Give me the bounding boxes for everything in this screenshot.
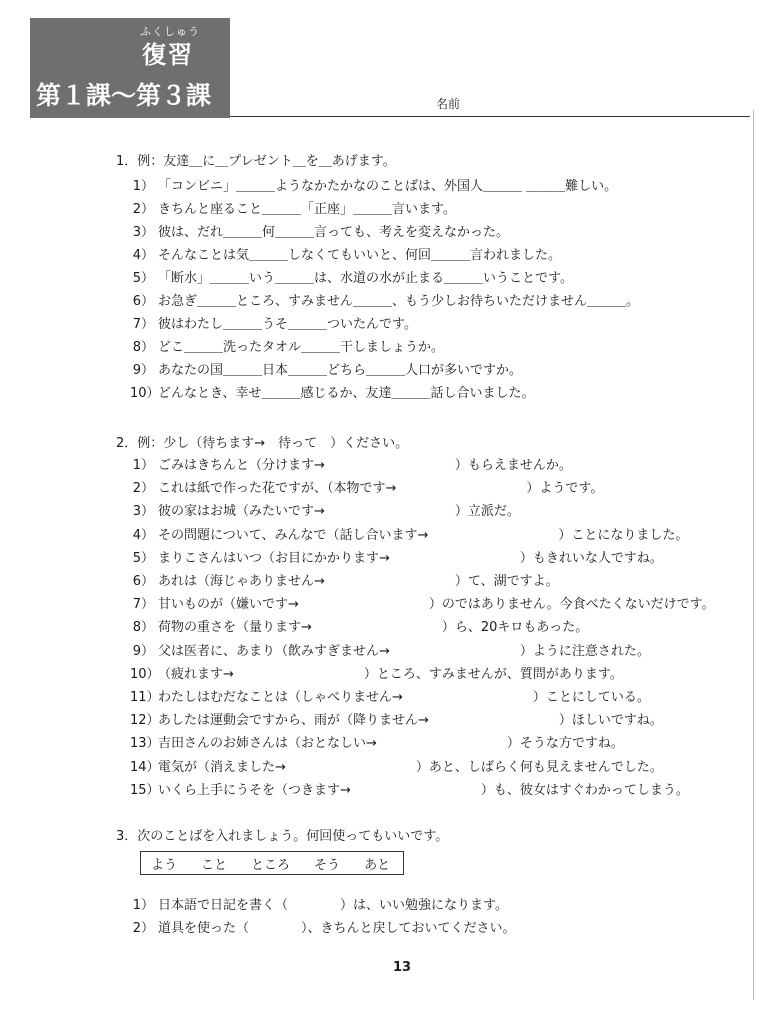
section1-title: 1．例：友達＿に＿プレゼント＿を＿あげます。	[116, 154, 396, 169]
item-text: お急ぎ＿＿＿ところ、すみません＿＿＿、もう少しお待ちいただけません＿＿＿。	[158, 294, 640, 309]
exercise-item	[130, 570, 559, 589]
exercise-item	[130, 198, 456, 217]
exercise-item	[130, 290, 639, 309]
item-text: あなたの国＿＿＿日本＿＿＿どちら＿＿＿人口が多いですか。	[158, 363, 523, 378]
exercise-item	[130, 221, 509, 240]
item-number: 1）	[132, 458, 154, 473]
item-number: 9）	[132, 643, 154, 659]
item-text: わたしはむだなことは（しゃべりません→ ）ことにしている。	[158, 690, 650, 705]
item-number: 10）	[130, 386, 160, 401]
exercise-item	[130, 244, 561, 263]
item-number: 1）	[132, 898, 154, 913]
item-number: 10）	[130, 666, 160, 682]
item-text: 甘いものが（嫌いです→ ）のではありません。今食べたくないだけです。	[158, 597, 715, 613]
exercise-item	[130, 500, 520, 519]
exercise-item	[130, 593, 715, 612]
section2-title: 2．例：少し（待ちます→ 待って ）ください。	[116, 436, 409, 451]
item-text: あしたは運動会ですから、雨が（降りません→ ）ほしいですね。	[158, 713, 663, 729]
item-number: 12）	[130, 713, 160, 729]
item-text: 彼はわたし＿＿＿うそ＿＿＿ついたんです。	[158, 317, 417, 332]
item-text: どこ＿＿＿洗ったタオル＿＿＿干しましょうか。	[158, 340, 445, 355]
exercise-item	[130, 454, 572, 473]
item-number: 2）	[132, 481, 154, 497]
item-text: これは紙で作った花ですが、（本物です→ ）ようです。	[158, 481, 604, 497]
item-number: 7）	[132, 597, 154, 613]
exercise-item	[130, 917, 516, 936]
item-number: 4）	[132, 248, 154, 263]
exercise-item	[130, 359, 522, 378]
name-label: 名前	[436, 97, 461, 111]
choice-word: ところ	[251, 857, 291, 873]
item-text: 荷物の重さを（量ります→ ）ら、20キロもあった。	[158, 620, 589, 636]
exercise-item	[130, 477, 603, 496]
item-text: あれは（海じゃありません→ ）て、湖ですよ。	[158, 574, 559, 589]
page-number: 13	[393, 960, 412, 975]
item-number: 8）	[132, 340, 154, 355]
item-text: そんなことは気＿＿＿しなくてもいいと、何回＿＿＿言われました。	[158, 248, 562, 263]
header-lessons: 第１課～第３課	[36, 81, 212, 110]
choice-word: よう	[151, 857, 178, 873]
exercise-item	[130, 175, 617, 194]
item-text: いくら上手にうそを（つきます→ ）も、彼女はすぐわかってしまう。	[158, 782, 689, 798]
item-text: 彼の家はお城（みたいです→ ）立派だ。	[158, 504, 520, 520]
item-number: 9）	[132, 363, 154, 378]
exercise-item	[130, 663, 623, 682]
exercise-item	[130, 686, 650, 705]
item-number: 11）	[130, 690, 160, 705]
exercise-item	[130, 616, 588, 635]
item-text: どんなとき、幸せ＿＿＿感じるか、友達＿＿＿話し合いました。	[158, 386, 535, 401]
exercise-item	[130, 267, 573, 286]
item-text: ごみはきちんと（分けます→ ）もらえませんか。	[158, 458, 572, 473]
exercise-item	[130, 756, 663, 775]
exercise-item	[130, 894, 508, 913]
choice-word: こと	[201, 857, 228, 873]
item-text: 吉田さんのお姉さんは（おとなしい→ ）そうな方ですね。	[158, 736, 624, 752]
item-number: 14）	[130, 759, 160, 775]
section3-title: 3．次のことばを入れましょう。何回使ってもいいです。	[116, 829, 449, 844]
item-number: 2）	[132, 921, 154, 936]
item-number: 5）	[132, 271, 154, 286]
header-furigana: ふくしゅう	[140, 25, 200, 38]
choice-word: あと	[364, 857, 391, 873]
exercise-item	[130, 709, 663, 728]
item-number: 15）	[130, 782, 160, 798]
name-line	[230, 116, 750, 117]
exercise-item	[130, 524, 688, 543]
item-number: 3）	[132, 225, 154, 240]
item-text: 父は医者に、あまり（飲みすぎません→ ）ように注意された。	[158, 643, 650, 659]
exercise-item	[130, 779, 689, 798]
item-text: 道具を使った（ ）、きちんと戻しておいてください。	[158, 921, 516, 936]
page-edge-line	[753, 110, 754, 1000]
exercise-item	[130, 640, 650, 659]
item-text: まりこさんはいつ（お目にかかります→ ）もきれいな人ですね。	[158, 550, 663, 566]
item-text: その問題について、みんなで（話し合います→ ）ことになりました。	[158, 527, 689, 543]
exercise-item	[130, 732, 624, 751]
item-number: 4）	[132, 527, 154, 543]
item-text: きちんと座ること＿＿＿「正座」＿＿＿言います。	[158, 202, 456, 217]
choice-box	[140, 851, 404, 875]
item-number: 5）	[132, 550, 154, 566]
exercise-item	[130, 547, 663, 566]
item-text: 「断水」＿＿＿いう＿＿＿は、水道の水が止まる＿＿＿いうことです。	[158, 271, 573, 286]
exercise-item	[130, 336, 444, 355]
choice-word: そう	[314, 857, 341, 873]
item-number: 6）	[132, 294, 154, 309]
item-text: 電気が（消えました→ ）あと、しばらく何も見えませんでした。	[158, 759, 663, 775]
exercise-item	[130, 382, 534, 401]
item-number: 7）	[132, 317, 154, 332]
item-text: 日本語で日記を書く（ ）は、いい勉強になります。	[158, 898, 508, 913]
item-text: （疲れます→ ）ところ、すみませんが、質問があります。	[158, 666, 623, 682]
item-number: 13）	[130, 736, 160, 752]
item-number: 6）	[132, 574, 154, 589]
item-text: 彼は、だれ＿＿＿何＿＿＿言っても、考えを変えなかった。	[158, 225, 510, 240]
item-number: 8）	[132, 620, 154, 636]
item-number: 2）	[132, 202, 154, 217]
header-title: 復習	[142, 41, 194, 69]
item-text: 「コンビニ」＿＿＿ようなかたかなのことばは、外国人＿＿＿ ＿＿＿難しい。	[158, 179, 618, 194]
item-number: 3）	[132, 504, 154, 520]
item-number: 1）	[132, 179, 154, 194]
exercise-item	[130, 313, 417, 332]
